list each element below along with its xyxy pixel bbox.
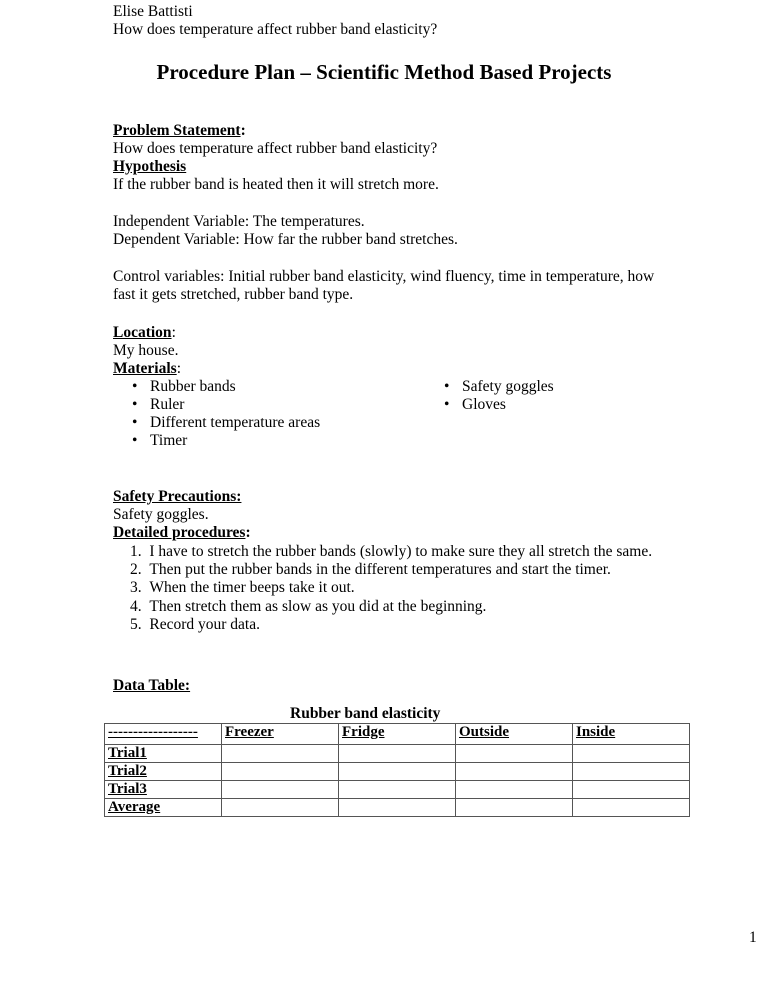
safety-label: Safety Precautions: (113, 488, 242, 505)
document-page: Elise Battisti How does temperature affect rubber band elasticity? Procedure Plan – Scientific Method Based Projects Problem Statement: How does temperature affect rubber band elasticity? Hypothesis If the rubber band is heated then it will stretch more. Independent Variable: The temperatures. Dependent Variable: How far the rubber band stretches. Control variables: Initial rubber band elasticity, wind fluency, time in temperature, how fast it gets stretched, rubber band type. Location: My house. Materials: • Rubber bands • Ruler • Different temperature areas • Timer • Safety goggles • Gloves Safety Precautions: Safety goggles. Detailed procedures: 1. I have to stretch the rubber bands (slowly) to make sure they all stretch the same. 2. Then put the rubber bands in the different temperatures and start the timer. 3. When the timer beeps take it out. 4. Then stretch them as slow as you did at the beginning. 5. Record your data. Data Table: Rubber band elasticity ------------------ Freezer Fridge Outside Inside Trial1 Trial2 Trial3 Average 1 (0, 0, 768, 994)
table-header-row (105, 724, 690, 745)
header-cell: Inside (573, 724, 690, 745)
safety-text: Safety goggles. (113, 506, 209, 523)
procedure-step: 4. Then stretch them as slow as you did at the beginning. (130, 598, 487, 615)
row-label: Average (105, 799, 222, 817)
location-text: My house. (113, 342, 179, 359)
table-row (105, 799, 690, 817)
dependent-variable: Dependent Variable: How far the rubber band stretches. (113, 231, 458, 248)
hypothesis-label: Hypothesis (113, 158, 187, 175)
control-variables-1: Control variables: Initial rubber band elasticity, wind fluency, time in temperature, how (113, 268, 655, 285)
table-caption: Rubber band elasticity (290, 705, 441, 722)
procedure-step: 2. Then put the rubber bands in the different temperatures and start the timer. (130, 561, 611, 578)
material-item: • Safety goggles (462, 378, 554, 396)
control-variables-2: fast it gets stretched, rubber band type. (113, 286, 354, 303)
page-number: 1 (749, 929, 757, 946)
page-title: Procedure Plan – Scientific Method Based Projects (156, 60, 612, 84)
material-item: • Timer (150, 432, 187, 450)
data-table-label: Data Table: (113, 677, 191, 694)
table-row (105, 745, 690, 763)
row-label: Trial1 (105, 745, 222, 763)
material-item: • Different temperature areas (150, 414, 320, 432)
problem-label: Problem Statement (113, 122, 241, 139)
hypothesis-text: If the rubber band is heated then it will stretch more. (113, 176, 439, 193)
procedure-step: 1. I have to stretch the rubber bands (slowly) to make sure they all stretch the same. (130, 543, 653, 560)
material-item: • Ruler (150, 396, 184, 414)
header-question: How does temperature affect rubber band elasticity? (113, 21, 438, 38)
procedures-label: Detailed procedures (113, 524, 246, 541)
procedure-step: 3. When the timer beeps take it out. (130, 579, 355, 596)
row-label: Trial3 (105, 781, 222, 799)
header-cell: Freezer (222, 724, 339, 745)
header-cell: ------------------ (105, 724, 222, 745)
header-cell: Fridge (339, 724, 456, 745)
independent-variable: Independent Variable: The temperatures. (113, 213, 365, 230)
material-item: • Rubber bands (150, 378, 236, 396)
table-row (105, 763, 690, 781)
row-label: Trial2 (105, 763, 222, 781)
header-cell: Outside (456, 724, 573, 745)
materials-label: Materials (113, 360, 177, 377)
material-item: • Gloves (462, 396, 506, 414)
problem-text: How does temperature affect rubber band elasticity? (113, 140, 438, 157)
procedure-step: 5. Record your data. (130, 616, 260, 633)
author: Elise Battisti (113, 3, 193, 20)
table-row (105, 781, 690, 799)
data-table (104, 723, 690, 817)
location-label: Location (113, 324, 172, 341)
